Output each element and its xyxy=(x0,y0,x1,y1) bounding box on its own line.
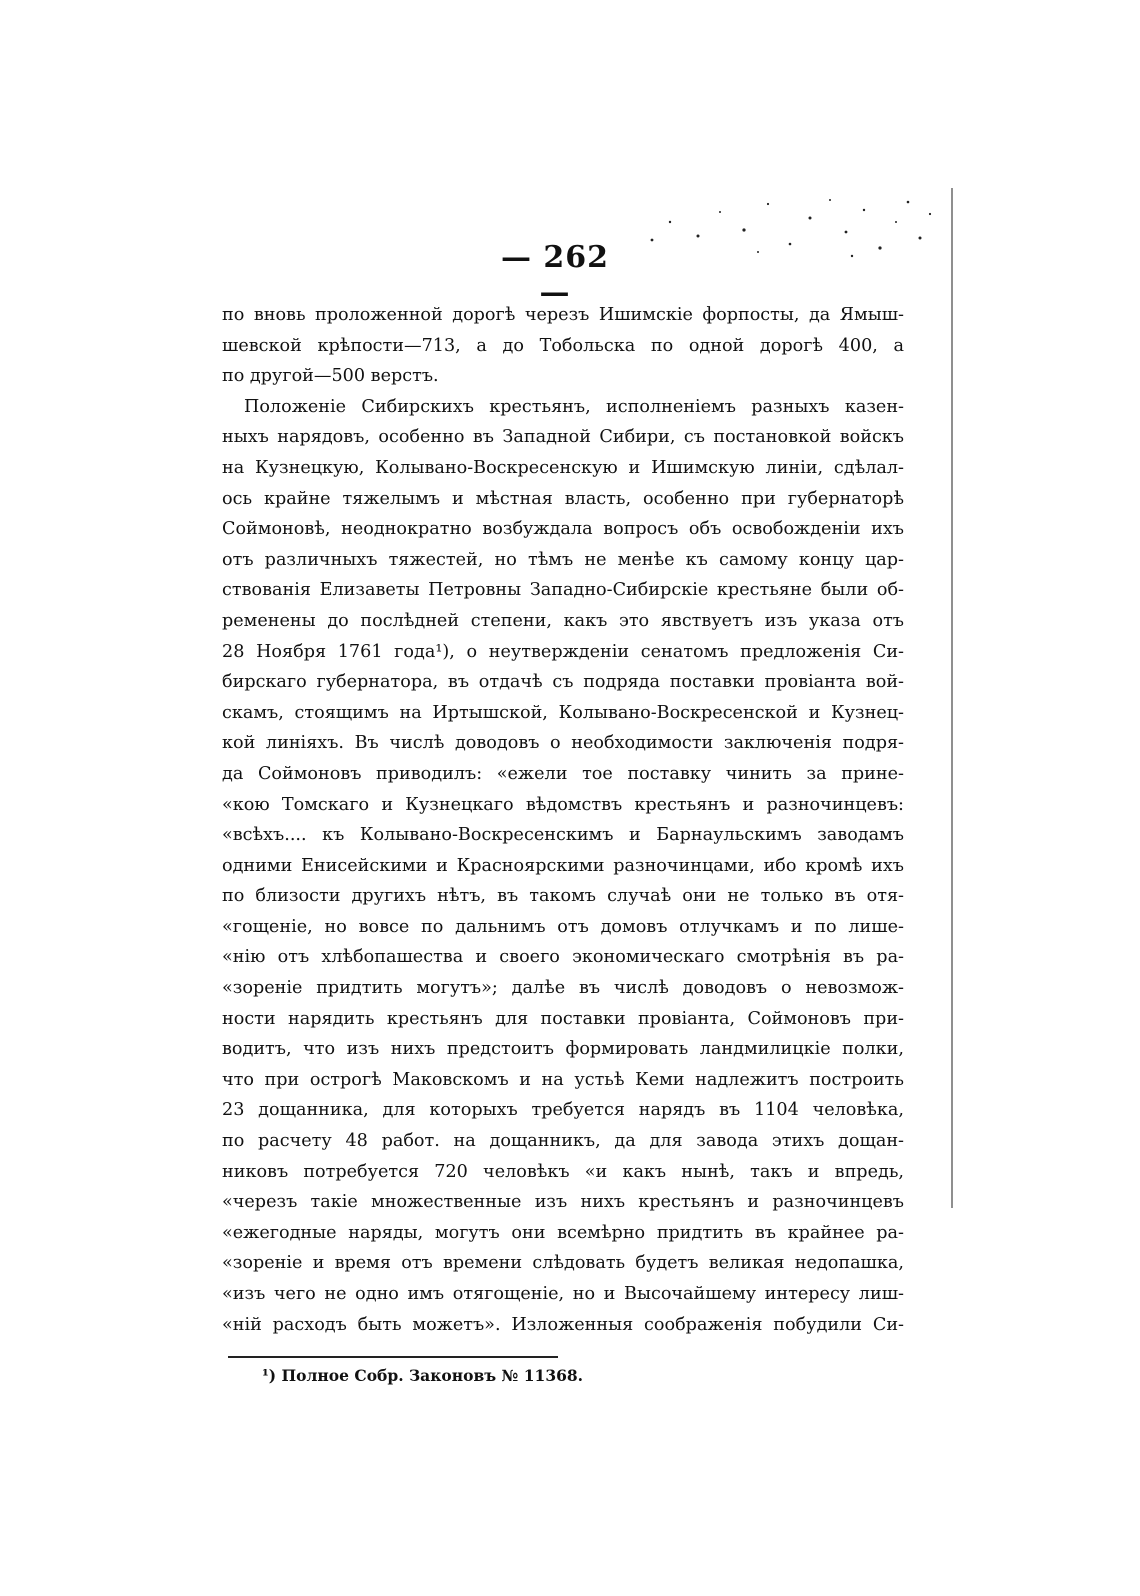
text-line: «черезъ такіе множественные изъ нихъ крестьянъ и разночинцевъ xyxy=(222,1192,904,1213)
print-speckle-decoration xyxy=(640,192,940,262)
text-line: ности нарядить крестьянъ для поставки провіанта, Соймоновъ при- xyxy=(222,1008,904,1029)
text-line: да Соймоновъ приводилъ: «ежели тое поставку чинить за прине- xyxy=(222,763,904,784)
text-line: никовъ потребуется 720 человѣкъ «и какъ нынѣ, такъ и впредь, xyxy=(222,1161,904,1182)
page-number: — 262 — xyxy=(500,240,610,310)
text-line: ось крайне тяжелымъ и мѣстная власть, особенно при губернаторѣ xyxy=(222,488,904,509)
text-line: бирскаго губернатора, въ отдачѣ съ подряда поставки провіанта вой- xyxy=(222,672,904,693)
footnote: ¹) Полное Собр. Законовъ № 11368. xyxy=(262,1366,584,1385)
text-line: шевской крѣпости—713, а до Тобольска по одной дорогѣ 400, а xyxy=(222,335,904,356)
text-line: «нію отъ хлѣбопашества и своего экономическаго смотрѣнія въ ра- xyxy=(222,947,904,968)
text-line: «кою Томскаго и Кузнецкаго вѣдомствъ крестьянъ и разночинцевъ: xyxy=(222,794,904,815)
text-line: по расчету 48 работ. на дощанникъ, да для завода этихъ дощан- xyxy=(222,1131,904,1152)
text-line: на Кузнецкую, Колывано-Воскресенскую и Ишимскую линіи, сдѣлал- xyxy=(222,457,904,478)
text-line: одними Енисейскими и Красноярскими разночинцами, ибо кромѣ ихъ xyxy=(222,855,904,876)
text-line: что при острогѣ Маковскомъ и на устьѣ Кеми надлежитъ построить xyxy=(222,1069,904,1090)
text-line: «зореніе и время отъ времени слѣдовать будетъ великая недопашка, xyxy=(222,1253,904,1274)
text-line: кой линіяхъ. Въ числѣ доводовъ о необходимости заключенія подря- xyxy=(222,733,904,754)
text-line: «гощеніе, но вовсе по дальнимъ отъ домовъ отлучкамъ и по лише- xyxy=(222,916,904,937)
body-text xyxy=(222,300,904,1340)
text-line: «всѣхъ.... къ Колывано-Воскресенскимъ и Барнаульскимъ заводамъ xyxy=(222,825,904,846)
text-line: водитъ, что изъ нихъ предстоитъ формировать ландмилицкіе полки, xyxy=(222,1039,904,1060)
text-line: «ній расходъ быть можетъ». Изложенныя соображенія побудили Си- xyxy=(222,1314,904,1335)
text-line: 28 Ноября 1761 года¹), о неутвержденіи сенатомъ предложенія Си- xyxy=(222,641,904,662)
text-line: по другой—500 верстъ. xyxy=(222,366,439,387)
text-line: 23 дощанника, для которыхъ требуется нарядъ въ 1104 человѣка, xyxy=(222,1100,904,1121)
text-line: отъ различныхъ тяжестей, но тѣмъ не менѣе къ самому концу цар- xyxy=(222,549,904,570)
text-line: «ежегодные наряды, могутъ они всемѣрно придтить въ крайнее ра- xyxy=(222,1222,904,1243)
text-line: по близости другихъ нѣтъ, въ такомъ случаѣ они не только въ отя- xyxy=(222,886,904,907)
text-line: Соймоновѣ, неоднократно возбуждала вопросъ объ освобожденіи ихъ xyxy=(222,519,904,540)
text-line: скамъ, стоящимъ на Иртышской, Колывано-Воскресенской и Кузнец- xyxy=(222,702,904,723)
text-line: «зореніе придтить могутъ»; далѣе въ числѣ доводовъ о невозмож- xyxy=(222,978,904,999)
text-line: по вновь проложенной дорогѣ черезъ Ишимскіе форпосты, да Ямыш- xyxy=(222,305,904,325)
footnote-separator xyxy=(228,1356,558,1358)
page-edge-line xyxy=(951,188,953,1208)
text-line: ныхъ нарядовъ, особенно въ Западной Сибири, съ постановкой войскъ xyxy=(222,427,904,448)
text-line: ствованія Елизаветы Петровны Западно-Сибирскіе крестьяне были об- xyxy=(222,580,904,601)
text-line: «изъ чего не одно имъ отягощеніе, но и Высочайшему интересу лиш- xyxy=(222,1284,904,1304)
text-line: Положеніе Сибирскихъ крестьянъ, исполненіемъ разныхъ казен- xyxy=(244,396,904,417)
text-line: ременены до послѣдней степени, какъ это явствуетъ изъ указа отъ xyxy=(222,610,904,631)
